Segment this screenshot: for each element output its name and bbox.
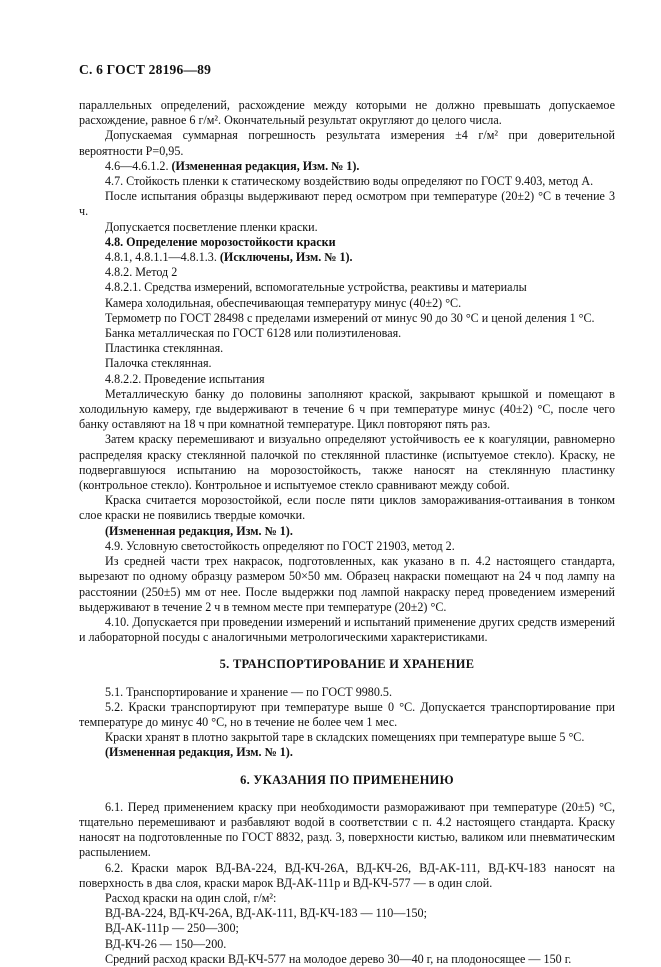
paragraph: Камера холодильная, обеспечивающая температуру минус (40±2) °С. (105, 295, 462, 310)
page-header: С. 6 ГОСТ 28196—89 (79, 62, 212, 77)
paragraph: Из средней части трех накрасок, подготовленных, как указано в п. 4.2 настоящего стандарта, вырезают по одному образцу размером 50×50 мм. Образец накраски помещают на 24 ч под лампу на расстоянии (250±5) мм от нее. После выдержки под лампой накраску перед проведением измерений выдерживают в течение 2 ч в темном месте при температуре (20±2) °С. (79, 554, 615, 614)
paragraph: ВД-АК-111р — 250—300; (105, 921, 239, 936)
paragraph (79, 250, 615, 265)
paragraph: Расход краски на один слой, г/м²: (105, 890, 277, 905)
paragraph: 4.10. Допускается при проведении измерений и испытаний применение других средств измерений и лабораторной посуды с аналогичными метрологическими характеристиками. (79, 614, 615, 645)
section-heading-usage: 6. УКАЗАНИЯ ПО ПРИМЕНЕНИЮ (240, 772, 454, 787)
paragraph: ВД-КЧ-26 — 150—200. (105, 936, 227, 951)
document-body (79, 98, 615, 967)
paragraph: 4.7. Стойкость пленки к статическому воздействию воды определяют по ГОСТ 9.403, метод А. (105, 174, 594, 189)
amendment-note-text: (Измененная редакция, Изм. № 1). (105, 745, 293, 760)
clause-number: 4.6—4.6.1.2. (105, 158, 169, 173)
paragraph: Допускаемая суммарная погрешность результата измерения ±4 г/м² при доверительной вероятности P=0,95. (79, 128, 615, 158)
section-heading-transport: 5. ТРАНСПОРТИРОВАНИЕ И ХРАНЕНИЕ (219, 657, 475, 672)
paragraph: 4.8.2.2. Проведение испытания (105, 371, 265, 386)
paragraph: Средний расход краски ВД-КЧ-577 на молодое дерево 30—40 г, на плодоносящее — 150 г. (105, 951, 572, 966)
amendment-note (79, 524, 615, 539)
paragraph: Палочка стеклянная. (105, 356, 212, 371)
paragraph: Затем краску перемешивают и визуально определяют устойчивость ее к коагуляции, равномерно распределяя краску стеклянной палочкой по стеклянной пластинке (испытуемое стекло). Краску, не подвергавшуюся испытанию на морозостойкость, также наносят на стеклянную пластинку (контрольное стекло). Контрольное и испытуемое стекло сравнивают между собой. (79, 432, 615, 493)
paragraph: 4.9. Условную светостойкость определяют по ГОСТ 21903, метод 2. (105, 538, 455, 553)
amendment-note (79, 745, 615, 760)
paragraph: Допускается посветление пленки краски. (105, 219, 318, 234)
paragraph: 4.8.2.1. Средства измерений, вспомогательные устройства, реактивы и материалы (105, 280, 527, 295)
amendment-note-text: (Измененная редакция, Изм. № 1). (105, 523, 293, 538)
paragraph: параллельных определений, расхождение между которыми не должно превышать допускаемое расхождение, равное 6 г/м². Окончательный результат округляют до целого числа. (79, 98, 615, 128)
paragraph: 4.8.2. Метод 2 (105, 265, 178, 280)
paragraph: Краски хранят в плотно закрытой таре в складских помещениях при температуре выше 5 °С. (105, 730, 585, 745)
paragraph: ВД-ВА-224, ВД-КЧ-26А, ВД-АК-111, ВД-КЧ-183 — 110—150; (105, 906, 427, 921)
paragraph: Пластинка стеклянная. (105, 341, 224, 356)
paragraph: Банка металлическая по ГОСТ 6128 или полиэтиленовая. (105, 326, 402, 341)
paragraph: Краска считается морозостойкой, если после пяти циклов замораживания-оттаивания в тонком слое краски не появились твердые комочки. (79, 493, 615, 523)
paragraph: Металлическую банку до половины заполняют краской, закрывают крышкой и помещают в холодильную камеру, где выдерживают в течение 6 ч при температуре минус (40±2) °С, после чего банку оставляют на 18 ч при комнатной температуре. Цикл повторяют пять раз. (79, 386, 615, 432)
amendment-note: (Исключены, Изм. № 1). (219, 250, 353, 265)
paragraph: 6.2. Краски марок ВД-ВА-224, ВД-КЧ-26А, ВД-КЧ-26, ВД-АК-111, ВД-КЧ-183 наносят на поверхность в два слоя, краски марок ВД-АК-111р и ВД-КЧ-577 — в один слой. (79, 860, 615, 890)
paragraph: 5.1. Транспортирование и хранение — по ГОСТ 9980.5. (105, 684, 392, 699)
subsection-title (79, 235, 615, 250)
paragraph: 5.2. Краски транспортируют при температуре выше 0 °С. Допускается транспортирование при температуре до минус 40 °С, но в течение не более чем 1 мес. (79, 699, 615, 729)
paragraph: Термометр по ГОСТ 28498 с пределами измерений от минус 90 до 30 °С и ценой деления 1 °С. (105, 310, 595, 325)
paragraph: После испытания образцы выдерживают перед осмотром при температуре (20±2) °С в течение 3 ч. (79, 189, 615, 219)
clause-number: 4.8.1, 4.8.1.1—4.8.1.3. (105, 250, 217, 265)
subsection-title-text: 4.8. Определение морозостойкости краски (105, 234, 336, 249)
amendment-note: (Измененная редакция, Изм. № 1). (171, 158, 360, 173)
paragraph (79, 159, 615, 174)
paragraph: 6.1. Перед применением краску при необходимости размораживают при температуре (20±5) °С, тщательно перемешивают и разбавляют водой в соответствии с п. 4.2 настоящего стандарта. Краску наносят на подготовленные по ГОСТ 8832, разд. 3, поверхности кистью, валиком или пневматическим распылением. (79, 799, 615, 860)
